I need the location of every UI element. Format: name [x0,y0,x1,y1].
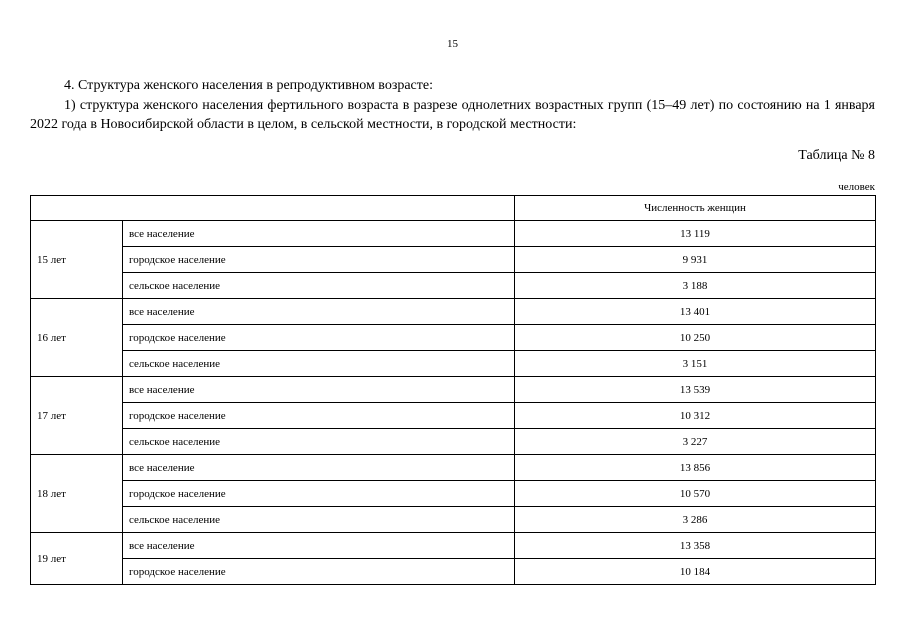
table-row [31,351,876,377]
women-count-cell: 3 151 [515,351,876,377]
population-type-cell: сельское население [123,273,515,299]
table-row [31,247,876,273]
age-group-cell: 16 лет [31,299,123,377]
age-group-cell: 15 лет [31,221,123,299]
table-row [31,481,876,507]
women-count-cell: 9 931 [515,247,876,273]
population-type-cell: сельское население [123,429,515,455]
women-count-cell: 10 184 [515,559,876,585]
population-type-cell: все население [123,299,515,325]
population-type-cell: городское население [123,559,515,585]
population-type-cell: городское население [123,403,515,429]
women-count-cell: 3 227 [515,429,876,455]
table-row [31,533,876,559]
women-count-cell: 10 250 [515,325,876,351]
units-label: человек [838,181,875,193]
population-type-cell: все население [123,221,515,247]
section-heading: 4. Структура женского населения в репродуктивном возрасте: [64,78,433,93]
table-caption: Таблица № 8 [798,148,875,163]
table-row [31,299,876,325]
population-type-cell: все население [123,533,515,559]
paragraph-text: 1) структура женского населения фертильного возраста в разрезе однолетних возрастных групп (15–49 лет) по состоянию на 1 января 2022 года в Новосибирской области в целом, в сельской местности, в городской местности: [30,98,875,132]
women-count-cell: 3 286 [515,507,876,533]
women-count-cell: 13 539 [515,377,876,403]
table-row [31,559,876,585]
table-row [31,221,876,247]
header-value-cell: Численность женщин [515,196,876,221]
population-type-cell: сельское население [123,351,515,377]
age-group-cell: 18 лет [31,455,123,533]
table-row [31,273,876,299]
table-row [31,403,876,429]
age-group-cell: 17 лет [31,377,123,455]
population-type-cell: городское население [123,481,515,507]
table-row [31,377,876,403]
page-number: 15 [447,38,458,50]
table-row [31,429,876,455]
population-type-cell: все население [123,377,515,403]
women-count-cell: 13 401 [515,299,876,325]
table-row [31,507,876,533]
women-count-cell: 13 856 [515,455,876,481]
women-count-cell: 13 358 [515,533,876,559]
women-count-cell: 10 570 [515,481,876,507]
population-type-cell: городское население [123,247,515,273]
women-count-cell: 10 312 [515,403,876,429]
table-body [31,221,876,585]
table-header-row [31,196,876,221]
population-type-cell: сельское население [123,507,515,533]
age-group-cell: 19 лет [31,533,123,585]
table-row [31,455,876,481]
table-row [31,325,876,351]
women-count-cell: 13 119 [515,221,876,247]
population-table [30,195,876,585]
women-count-cell: 3 188 [515,273,876,299]
header-empty-cell [31,196,515,221]
population-type-cell: все население [123,455,515,481]
population-type-cell: городское население [123,325,515,351]
